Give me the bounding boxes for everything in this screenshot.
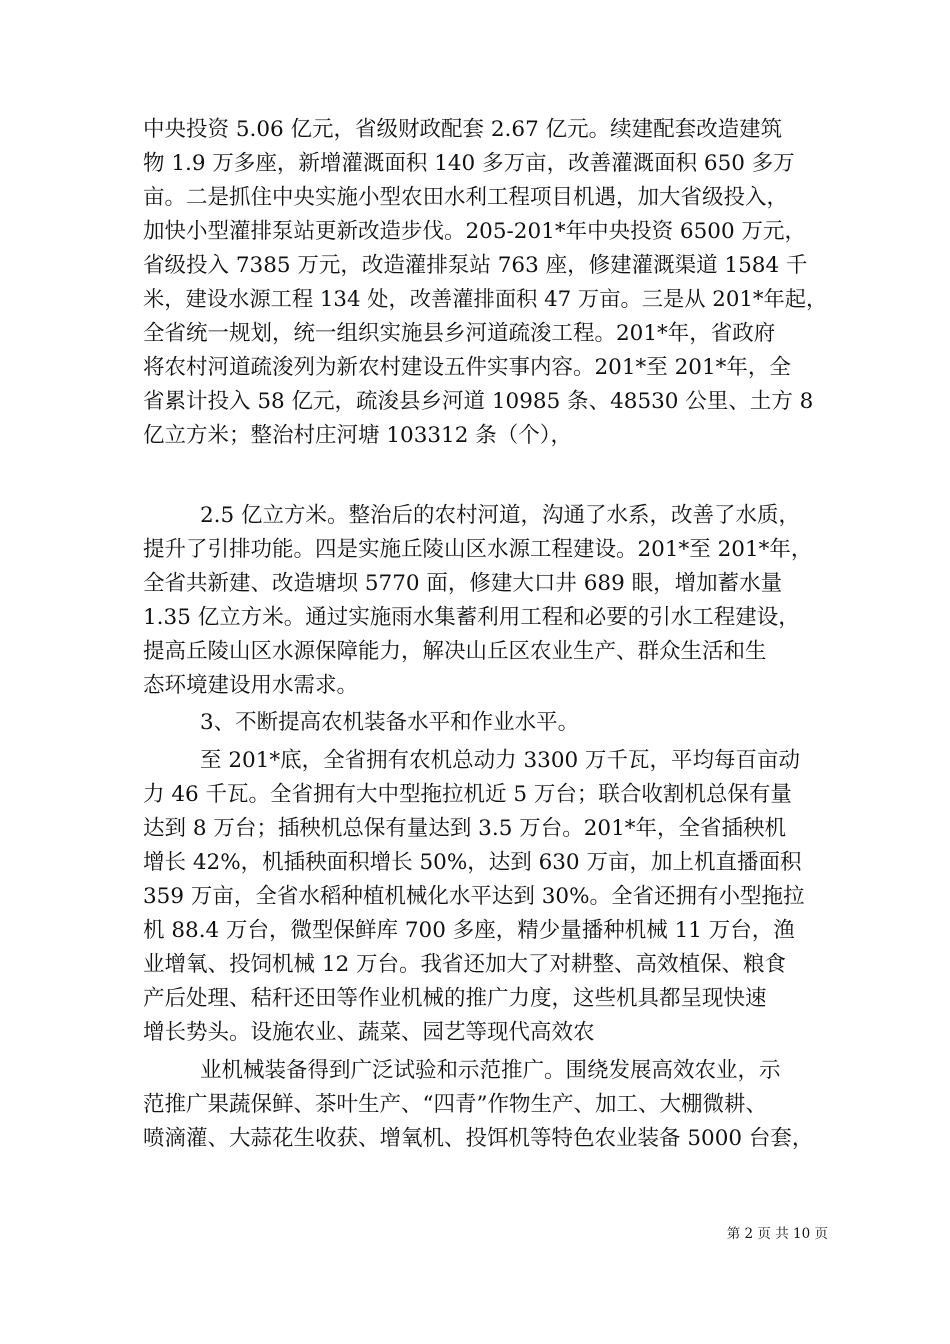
text-line-content: 达到 8 万台；插秧机总保有量达到 3.5 万台。201*年，全省插秧机 [143,816,786,841]
text-line-content: 亿立方米；整治村庄河塘 103312 条（个）， [143,423,572,448]
text-line [0,847,950,879]
text-line-content: 产后处理、秸秆还田等作业机械的推广力度，这些机具都呈现快速 [143,986,767,1011]
text-line-content: 2.5 亿立方米。整治后的农村河道，沟通了水系，改善了水质， [200,503,801,528]
text-line [0,114,950,146]
text-line [0,745,950,777]
text-line [0,949,950,981]
text-line [0,779,950,811]
text-line [0,420,950,452]
text-line [0,500,950,532]
text-line-content: 全省统一规划，统一组织实施县乡河道疏浚工程。201*年，省政府 [143,321,776,346]
text-line-content: 提升了引排功能。四是实施丘陵山区水源工程建设。201*至 201*年， [143,537,813,562]
text-line-content: 米，建设水源工程 134 处，改善灌排面积 47 万亩。三是从 201*年起， [143,287,828,312]
text-line [0,1089,950,1121]
text-line [0,602,950,634]
text-line-content: 业机械装备得到广泛试验和示范推广。围绕发展高效农业，示 [200,1058,781,1083]
text-line [0,707,950,739]
text-line [0,881,950,913]
text-line-content: 3、不断提高农机装备水平和作业水平。 [200,710,580,735]
text-line-content: 增长 42%，机插秧面积增长 50%，达到 630 万亩，加上机直播面积 [143,850,802,875]
text-line-content: 省累计投入 58 亿元，疏浚县乡河道 10985 条、48530 公里、土方 8 [143,389,814,414]
text-line [0,352,950,384]
text-line-content: 359 万亩，全省水稻种植机械化水平达到 30%。全省还拥有小型拖拉 [143,884,805,909]
text-line-content: 业增氧、投饲机械 12 万台。我省还加大了对耕整、高效植保、粮食 [143,952,787,977]
text-line-content: 喷滴灌、大蒜花生收获、增氧机、投饵机等特色农业装备 5000 台套， [143,1126,814,1151]
text-line [0,386,950,418]
text-line-content: 将农村河道疏浚列为新农村建设五件实事内容。201*至 201*年，全 [143,355,791,380]
text-line-content: 省级投入 7385 万元，改造灌排泵站 763 座，修建灌溉渠道 1584 千 [143,253,808,278]
text-line [0,284,950,316]
text-line [0,568,950,600]
text-line-content: 至 201*底，全省拥有农机总动力 3300 万千瓦，平均每百亩动 [200,748,801,773]
text-line-content: 力 46 千瓦。全省拥有大中型拖拉机近 5 万台；联合收割机总保有量 [143,782,792,807]
text-line [0,636,950,668]
text-line-content: 物 1.9 万多座，新增灌溉面积 140 多万亩，改善灌溉面积 650 多万 [143,151,795,176]
text-line [0,1017,950,1049]
text-line [0,318,950,350]
text-line [0,1123,950,1155]
text-line-content: 1.35 亿立方米。通过实施雨水集蓄利用工程和必要的引水工程建设， [143,605,800,630]
text-line-content: 增长势头。设施农业、蔬菜、园艺等现代高效农 [143,1020,595,1045]
text-line-content: 亩。二是抓住中央实施小型农田水利工程项目机遇，加大省级投入， [143,185,789,210]
text-line-content: 范推广果蔬保鲜、茶叶生产、“四青”作物生产、加工、大棚微耕、 [143,1092,767,1117]
text-line [0,813,950,845]
text-line [0,534,950,566]
text-line-content: 提高丘陵山区水源保障能力，解决山丘区农业生产、群众生活和生 [143,639,767,664]
text-line-content: 机 88.4 万台，微型保鲜库 700 多座，精少量播种机械 11 万台，渔 [143,918,795,943]
text-line [0,983,950,1015]
text-line [0,1055,950,1087]
text-line [0,250,950,282]
text-line-content: 加快小型灌排泵站更新改造步伐。205-201*年中央投资 6500 万元， [143,219,806,244]
text-line [0,182,950,214]
text-line [0,148,950,180]
text-line-content: 态环境建设用水需求。 [143,673,359,698]
text-line-content: 中央投资 5.06 亿元，省级财政配套 2.67 亿元。续建配套改造建筑 [143,117,783,142]
text-line-content: 全省共新建、改造塘坝 5770 面，修建大口井 689 眼，增加蓄水量 [143,571,783,596]
text-line [0,915,950,947]
page-number: 第 2 页 共 10 页 [726,1226,828,1242]
text-line [0,670,950,702]
text-line [0,216,950,248]
